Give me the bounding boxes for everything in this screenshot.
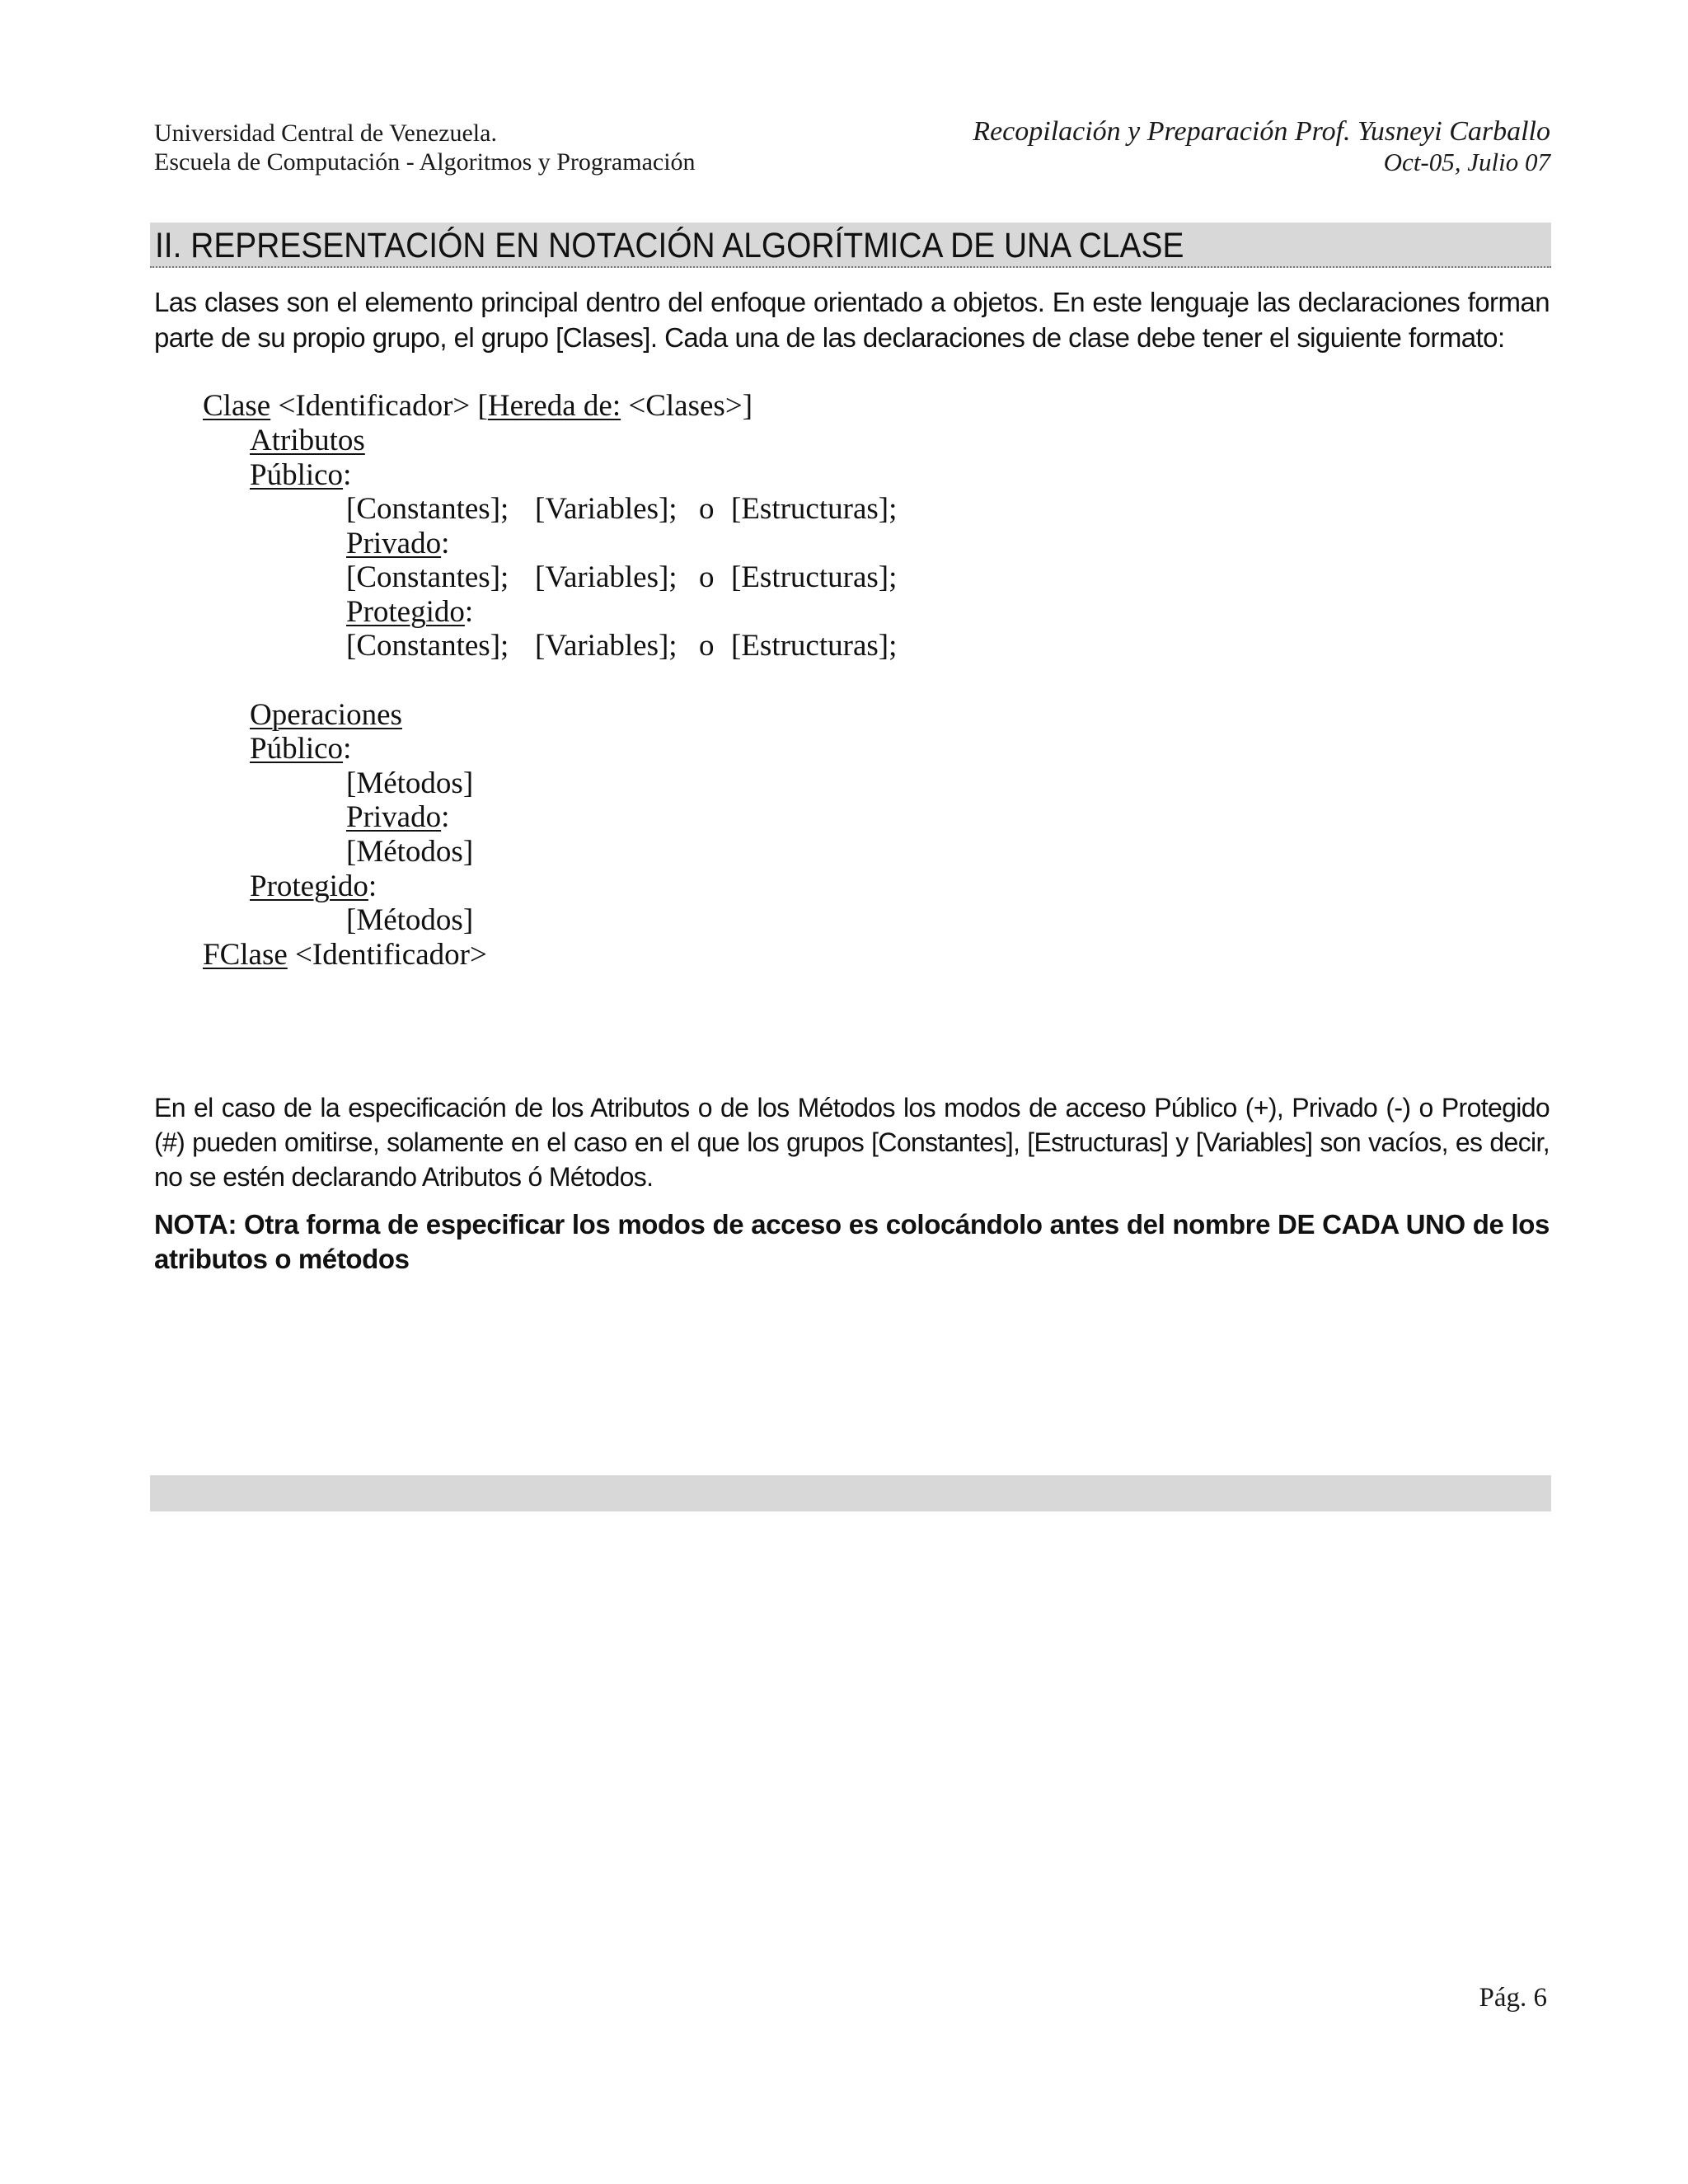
access-modes-paragraph: En el caso de la especificación de los Atributos o de los Métodos los modos de acceso Público (+), Privado (-) o Protegido (#) pueden omitirse, solamente en el caso en el que los grupos [Constantes], [Estructuras] y [Variables] son vacíos, es decir, no se estén declarando Atributos ó Métodos. — [154, 1093, 1550, 1192]
or-connector: o — [699, 629, 715, 663]
constantes-group: [Constantes]; — [346, 560, 509, 594]
syntax-atributos — [250, 424, 365, 457]
colon: : — [441, 527, 450, 560]
syntax-attr-protegido — [346, 595, 473, 629]
keyword-privado: Privado — [346, 527, 442, 560]
syntax-op-protegido — [250, 869, 377, 903]
header-author — [973, 116, 1550, 177]
syntax-metodos: [Métodos] — [346, 766, 474, 800]
section-divider-bar — [150, 1475, 1551, 1511]
section-heading-bar — [150, 223, 1551, 268]
or-connector: o — [699, 492, 715, 526]
header-compiler: Recopilación y Preparación Prof. Yusneyi Carballo — [973, 116, 1550, 147]
syntax-declaration-row — [346, 492, 923, 526]
syntax-op-privado — [346, 800, 449, 834]
keyword-hereda: Hereda de: — [487, 389, 621, 423]
keyword-clase: Clase — [203, 389, 271, 423]
syntax-attr-publico — [250, 458, 351, 492]
header-university: Universidad Central de Venezuela. — [154, 120, 497, 147]
colon: : — [343, 458, 352, 492]
syntax-metodos: [Métodos] — [346, 835, 474, 869]
end-identifier: <Identificador> — [287, 938, 487, 972]
colon: : — [368, 869, 377, 903]
page-number: Pág. 6 — [1479, 1983, 1547, 2013]
colon: : — [464, 595, 474, 629]
or-connector: o — [699, 560, 715, 594]
syntax-class-header — [203, 389, 753, 423]
keyword-atributos: Atributos — [250, 424, 365, 457]
keyword-operaciones: Operaciones — [250, 698, 402, 732]
syntax-declaration-row — [346, 629, 923, 663]
header-institution — [154, 119, 696, 176]
section-title: II. REPRESENTACIÓN EN NOTACIÓN ALGORÍTMICA DE UNA CLASE — [155, 226, 1184, 265]
syntax-attr-privado — [346, 527, 449, 560]
keyword-publico: Público — [250, 458, 344, 492]
keyword-protegido: Protegido — [250, 869, 368, 903]
constantes-group: [Constantes]; — [346, 492, 509, 526]
intro-paragraph: Las clases son el elemento principal dentro del enfoque orientado a objetos. En este lenguaje las declaraciones forman parte de su propio grupo, el grupo [Clases]. Cada una de las declaraciones de clase debe tener el siguiente formato: — [154, 287, 1550, 353]
variables-group: [Variables]; — [535, 629, 678, 663]
parent-classes: <Clases>] — [621, 389, 753, 423]
variables-group: [Variables]; — [535, 560, 678, 594]
constantes-group: [Constantes]; — [346, 629, 509, 663]
variables-group: [Variables]; — [535, 492, 678, 526]
estructuras-group: [Estructuras]; — [731, 629, 898, 663]
header-date: Oct-05, Julio 07 — [1383, 148, 1550, 176]
estructuras-group: [Estructuras]; — [731, 492, 898, 526]
syntax-operaciones — [250, 698, 402, 732]
keyword-protegido: Protegido — [346, 595, 465, 629]
header-school-course: Escuela de Computación - Algoritmos y Programación — [154, 148, 696, 176]
colon: : — [441, 800, 450, 834]
note-paragraph: NOTA: Otra forma de especificar los modos de acceso es colocándolo antes del nombre DE CADA UNO de los atributos o métodos — [154, 1209, 1550, 1274]
keyword-publico: Público — [250, 732, 344, 766]
keyword-fclase: FClase — [203, 938, 288, 972]
keyword-privado: Privado — [346, 800, 442, 834]
syntax-op-publico — [250, 732, 351, 766]
colon: : — [343, 732, 352, 766]
hereda-bracket: [ — [477, 389, 488, 423]
syntax-metodos: [Métodos] — [346, 903, 474, 937]
syntax-end-class — [203, 938, 487, 972]
class-identifier: <Identificador> — [270, 389, 478, 423]
syntax-declaration-row — [346, 560, 923, 594]
estructuras-group: [Estructuras]; — [731, 560, 898, 594]
